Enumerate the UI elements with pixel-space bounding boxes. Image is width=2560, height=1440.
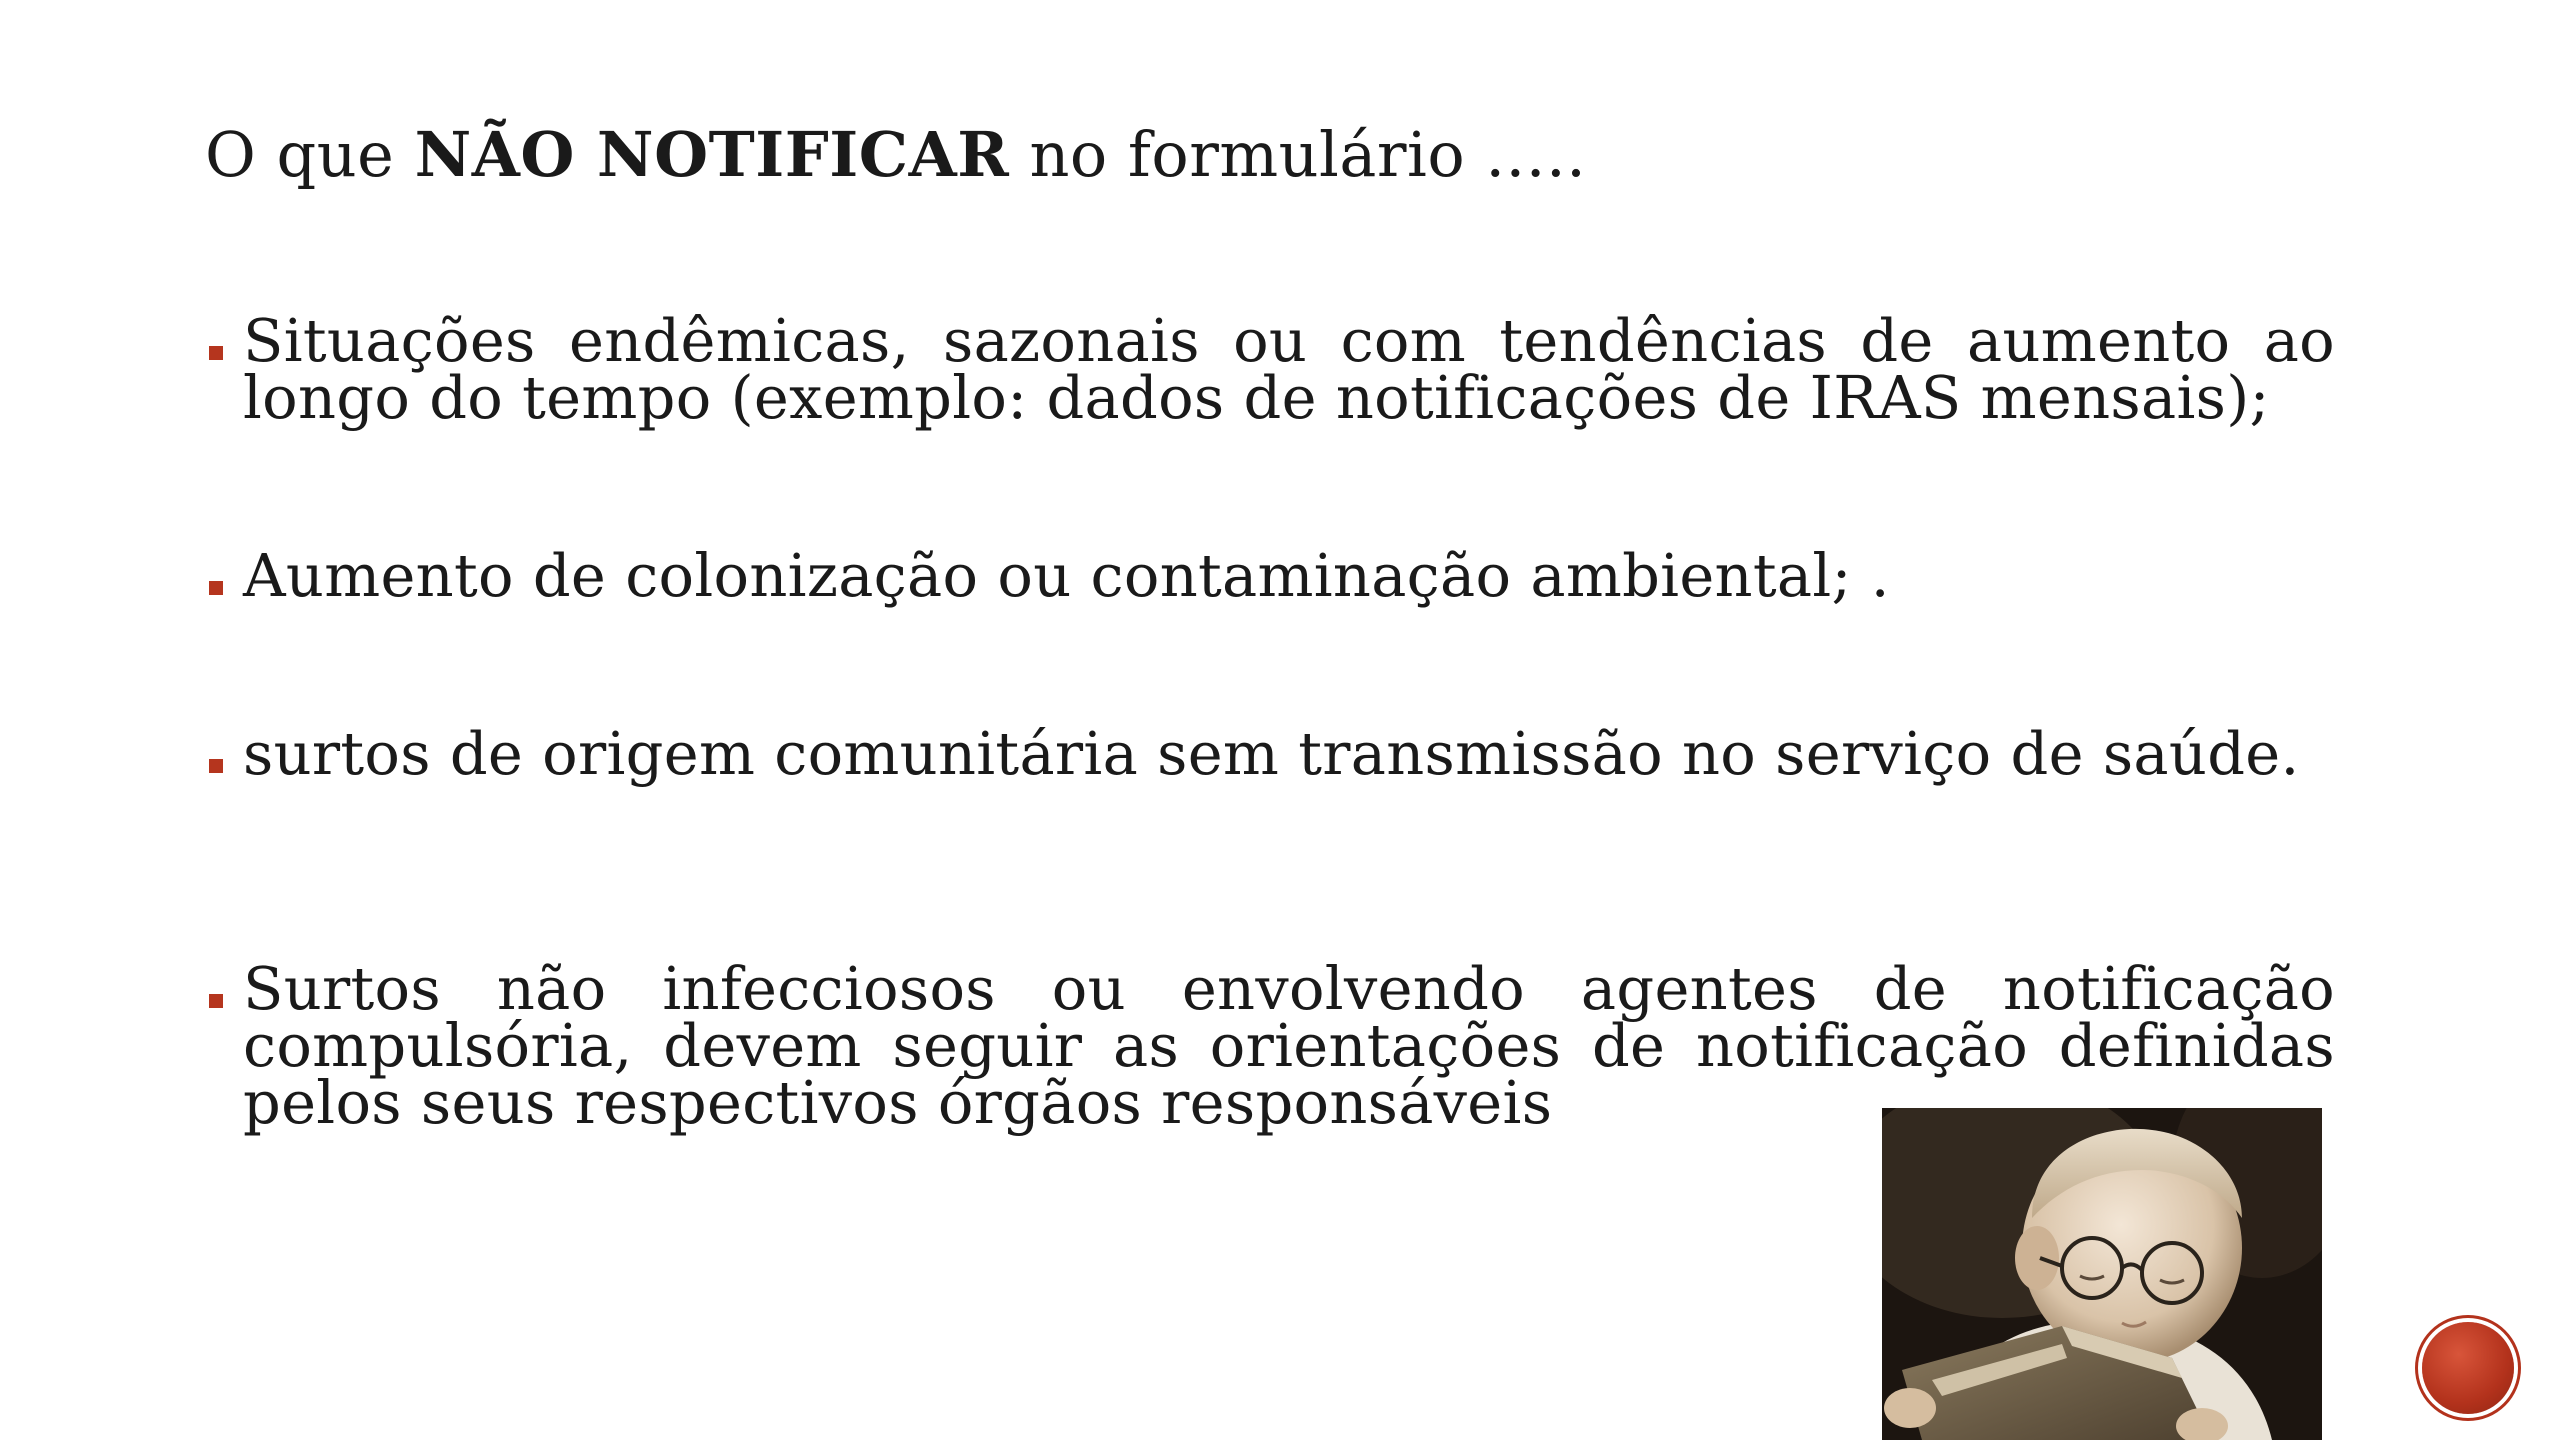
bullet-text: Surtos não infecciosos ou envolvendo agentes de notificação compulsória, devem seguir as orientações de notificação definidas pelos seus respectivos órgãos responsáveis	[243, 954, 2335, 1137]
bullet-square-icon	[209, 581, 223, 595]
list-item	[205, 954, 2335, 1137]
bullet-text: Situações endêmicas, sazonais ou com tendências de aumento ao longo do tempo (exemplo: dados de notificações de IRAS mensais);	[243, 306, 2335, 432]
slide-title	[205, 118, 1586, 192]
title-bold: NÃO NOTIFICAR	[414, 118, 1010, 191]
bullet-square-icon	[209, 994, 223, 1008]
bullet-square-icon	[209, 346, 223, 360]
next-slide-button[interactable]	[2422, 1322, 2514, 1414]
child-reading-photo	[1882, 1108, 2322, 1440]
title-suffix: no formulário .....	[1009, 118, 1587, 191]
bullet-text: surtos de origem comunitária sem transmissão no serviço de saúde.	[243, 719, 2300, 788]
bullet-text: Aumento de colonização ou contaminação ambiental; .	[243, 541, 1890, 610]
list-item	[205, 719, 2335, 788]
bullet-square-icon	[209, 759, 223, 773]
title-prefix: O que	[205, 118, 415, 191]
list-item	[205, 306, 2335, 432]
list-item	[205, 541, 2335, 610]
